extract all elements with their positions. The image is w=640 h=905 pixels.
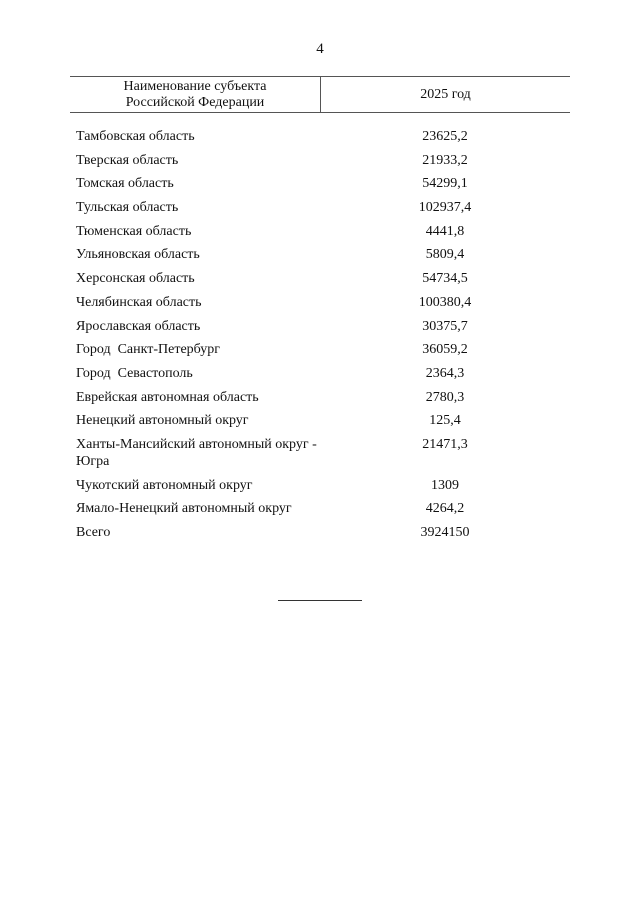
region-value: 2780,3	[425, 389, 465, 405]
page-number: 4	[316, 41, 324, 57]
region-value: 21933,2	[422, 152, 468, 168]
header-region-line1: Наименование субъекта	[123, 78, 267, 94]
table-row	[76, 294, 570, 318]
region-name: Город Санкт-Петербург	[76, 342, 221, 358]
table-row	[76, 270, 570, 294]
region-name: Ненецкий автономный округ	[76, 413, 249, 429]
table-header	[70, 76, 570, 113]
table-row	[76, 389, 570, 413]
region-value: 4441,8	[425, 223, 465, 239]
region-name: Город Севастополь	[76, 365, 193, 381]
region-value: 2364,3	[425, 365, 465, 381]
end-divider	[278, 600, 362, 601]
table-row	[76, 152, 570, 176]
region-name: Чукотский автономный округ	[76, 477, 253, 493]
header-column-year: 2025 год	[420, 86, 471, 102]
region-name: Ярославская область	[76, 318, 201, 334]
header-column-region	[70, 77, 321, 112]
region-value: 54734,5	[422, 271, 468, 287]
header-region-line2: Российской Федерации	[125, 94, 265, 110]
table-body	[76, 128, 570, 548]
region-value: 1309	[431, 477, 459, 493]
region-name: Челябинская область	[76, 294, 202, 310]
table-row	[76, 246, 570, 270]
table-row-total	[76, 524, 570, 548]
table-row	[76, 436, 570, 477]
table-row	[76, 477, 570, 501]
table-row	[76, 500, 570, 524]
table-row	[76, 412, 570, 436]
region-value: 102937,4	[418, 200, 472, 216]
region-name: Тульская область	[76, 200, 179, 216]
region-name: Ямало-Ненецкий автономный округ	[76, 501, 292, 517]
table-row	[76, 175, 570, 199]
region-name: Томская область	[76, 176, 174, 192]
total-value: 3924150	[420, 525, 470, 540]
region-name: Еврейская автономная область	[76, 389, 259, 405]
table-row	[76, 341, 570, 365]
region-value: 125,4	[429, 413, 461, 429]
region-value: 54299,1	[422, 176, 468, 192]
region-name: Ханты-Мансийский автономный округ - Югра	[76, 436, 317, 469]
region-value: 21471,3	[422, 436, 468, 452]
table-row	[76, 223, 570, 247]
region-value: 36059,2	[422, 342, 468, 358]
total-label: Всего	[76, 525, 111, 540]
table-row	[76, 365, 570, 389]
region-value: 4264,2	[425, 501, 465, 517]
region-value: 23625,2	[422, 129, 468, 144]
region-name: Тюменская область	[76, 223, 192, 239]
region-value: 5809,4	[425, 247, 465, 263]
table-row	[76, 318, 570, 342]
region-name: Тверская область	[76, 152, 179, 168]
region-name: Тамбовская область	[76, 129, 195, 144]
table-row	[76, 199, 570, 223]
region-name: Херсонская область	[76, 271, 195, 287]
region-name: Ульяновская область	[76, 247, 200, 263]
region-value: 100380,4	[418, 294, 472, 310]
region-value: 30375,7	[422, 318, 468, 334]
table-row	[76, 128, 570, 152]
